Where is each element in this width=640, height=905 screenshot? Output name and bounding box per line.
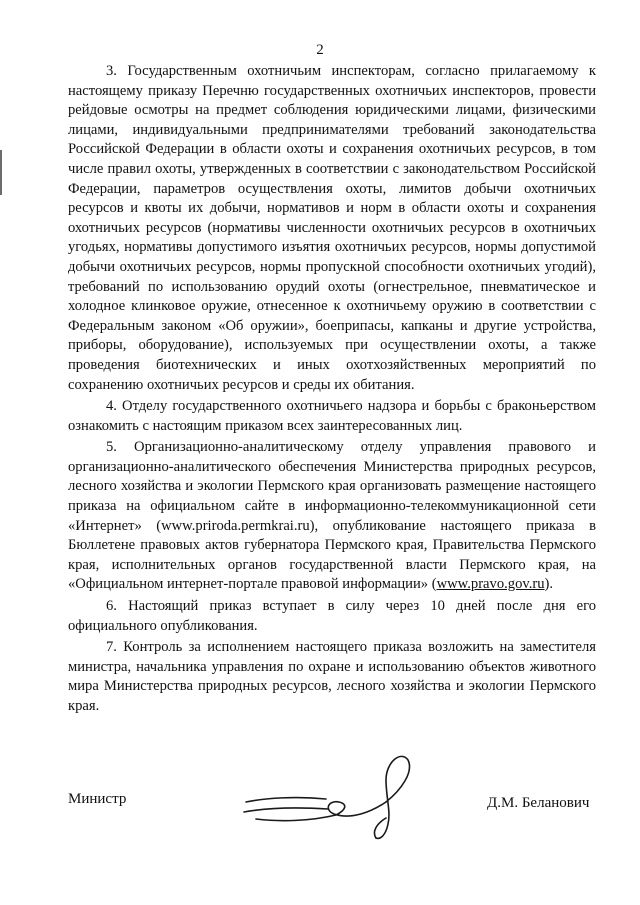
paragraph-5-tail: ). [544, 576, 554, 593]
page-number: 2 [316, 42, 324, 58]
pravo-link[interactable]: www.pravo.gov.ru [436, 576, 545, 593]
paragraph-5-text: 5. Организационно-аналитическому отделу управления правового и организационно-аналитического обеспечения Министерства природных ресурсов, лесного хозяйства и экологии Пермского края организовать размещение настоящего приказа на официальном сайте в информационно-телекоммуникационной сети «Интернет» (www.priroda.permkrai.ru), опубликование настоящего приказа в Бюллетене правовых актов губернатора Пермского края, Правительства Пермского края, исполнительных органов государственной власти Пермского края, на «Официальном интернет-портале правовой информации» ( [68, 439, 596, 593]
paragraph-3: 3. Государственным охотничьим инспекторам, согласно прилагаемому к настоящему приказу Перечню государственных охотничьих инспекторов, провести рейдовые осмотры на предмет соблюдения юридическими лицами, физическими лицами, индивидуальными предпринимателями требований законодательства Российской Федерации в области охоты и сохранения охотничьих ресурсов, в том числе правил охоты, утвержденных в соответствии с законодательством Российской Федерации, параметров осуществления охоты, лимитов добычи охотничьих ресурсов и квоты их добычи, нормативов и норм в области охоты и сохранения охотничьих ресурсов (нормативы численности охотничьих ресурсов в охотничьих угодьях, нормативы допустимого изъятия охотничьих ресурсов, нормы допустимой добычи охотничьих ресурсов, нормы пропускной способности охотничьих угодий), требований по использованию орудий охоты (огнестрельное, пневматическое и холодное клинковое оружие, отнесенное к охотничьему оружию в соответствии с Федеральным законом «Об оружии», боеприпасы, капканы и другие устройства, приборы, оборудование), используемых при осуществлении охоты, а также проведения биотехнических и иных охотхозяйственных мероприятий по сохранению охотничьих ресурсов и среды их обитания. [68, 63, 596, 393]
signatory-title: Министр [68, 791, 127, 807]
scan-margin-mark [0, 150, 2, 195]
paragraph-5 [68, 438, 596, 595]
paragraph-7: 7. Контроль за исполнением настоящего приказа возложить на заместителя министра, начальника управления по охране и использованию объектов животного мира Министерства природных ресурсов, лесного хозяйства и экологии Пермского края. [68, 639, 596, 714]
handwritten-signature [236, 752, 436, 842]
paragraph-6: 6. Настоящий приказ вступает в силу через 10 дней после дня его официального опубликования. [68, 598, 596, 634]
signatory-name: Д.М. Беланович [487, 795, 590, 811]
paragraph-4: 4. Отделу государственного охотничьего надзора и борьбы с браконьерством ознакомить с настоящим приказом всех заинтересованных лиц. [68, 398, 596, 434]
document-body [68, 62, 596, 717]
